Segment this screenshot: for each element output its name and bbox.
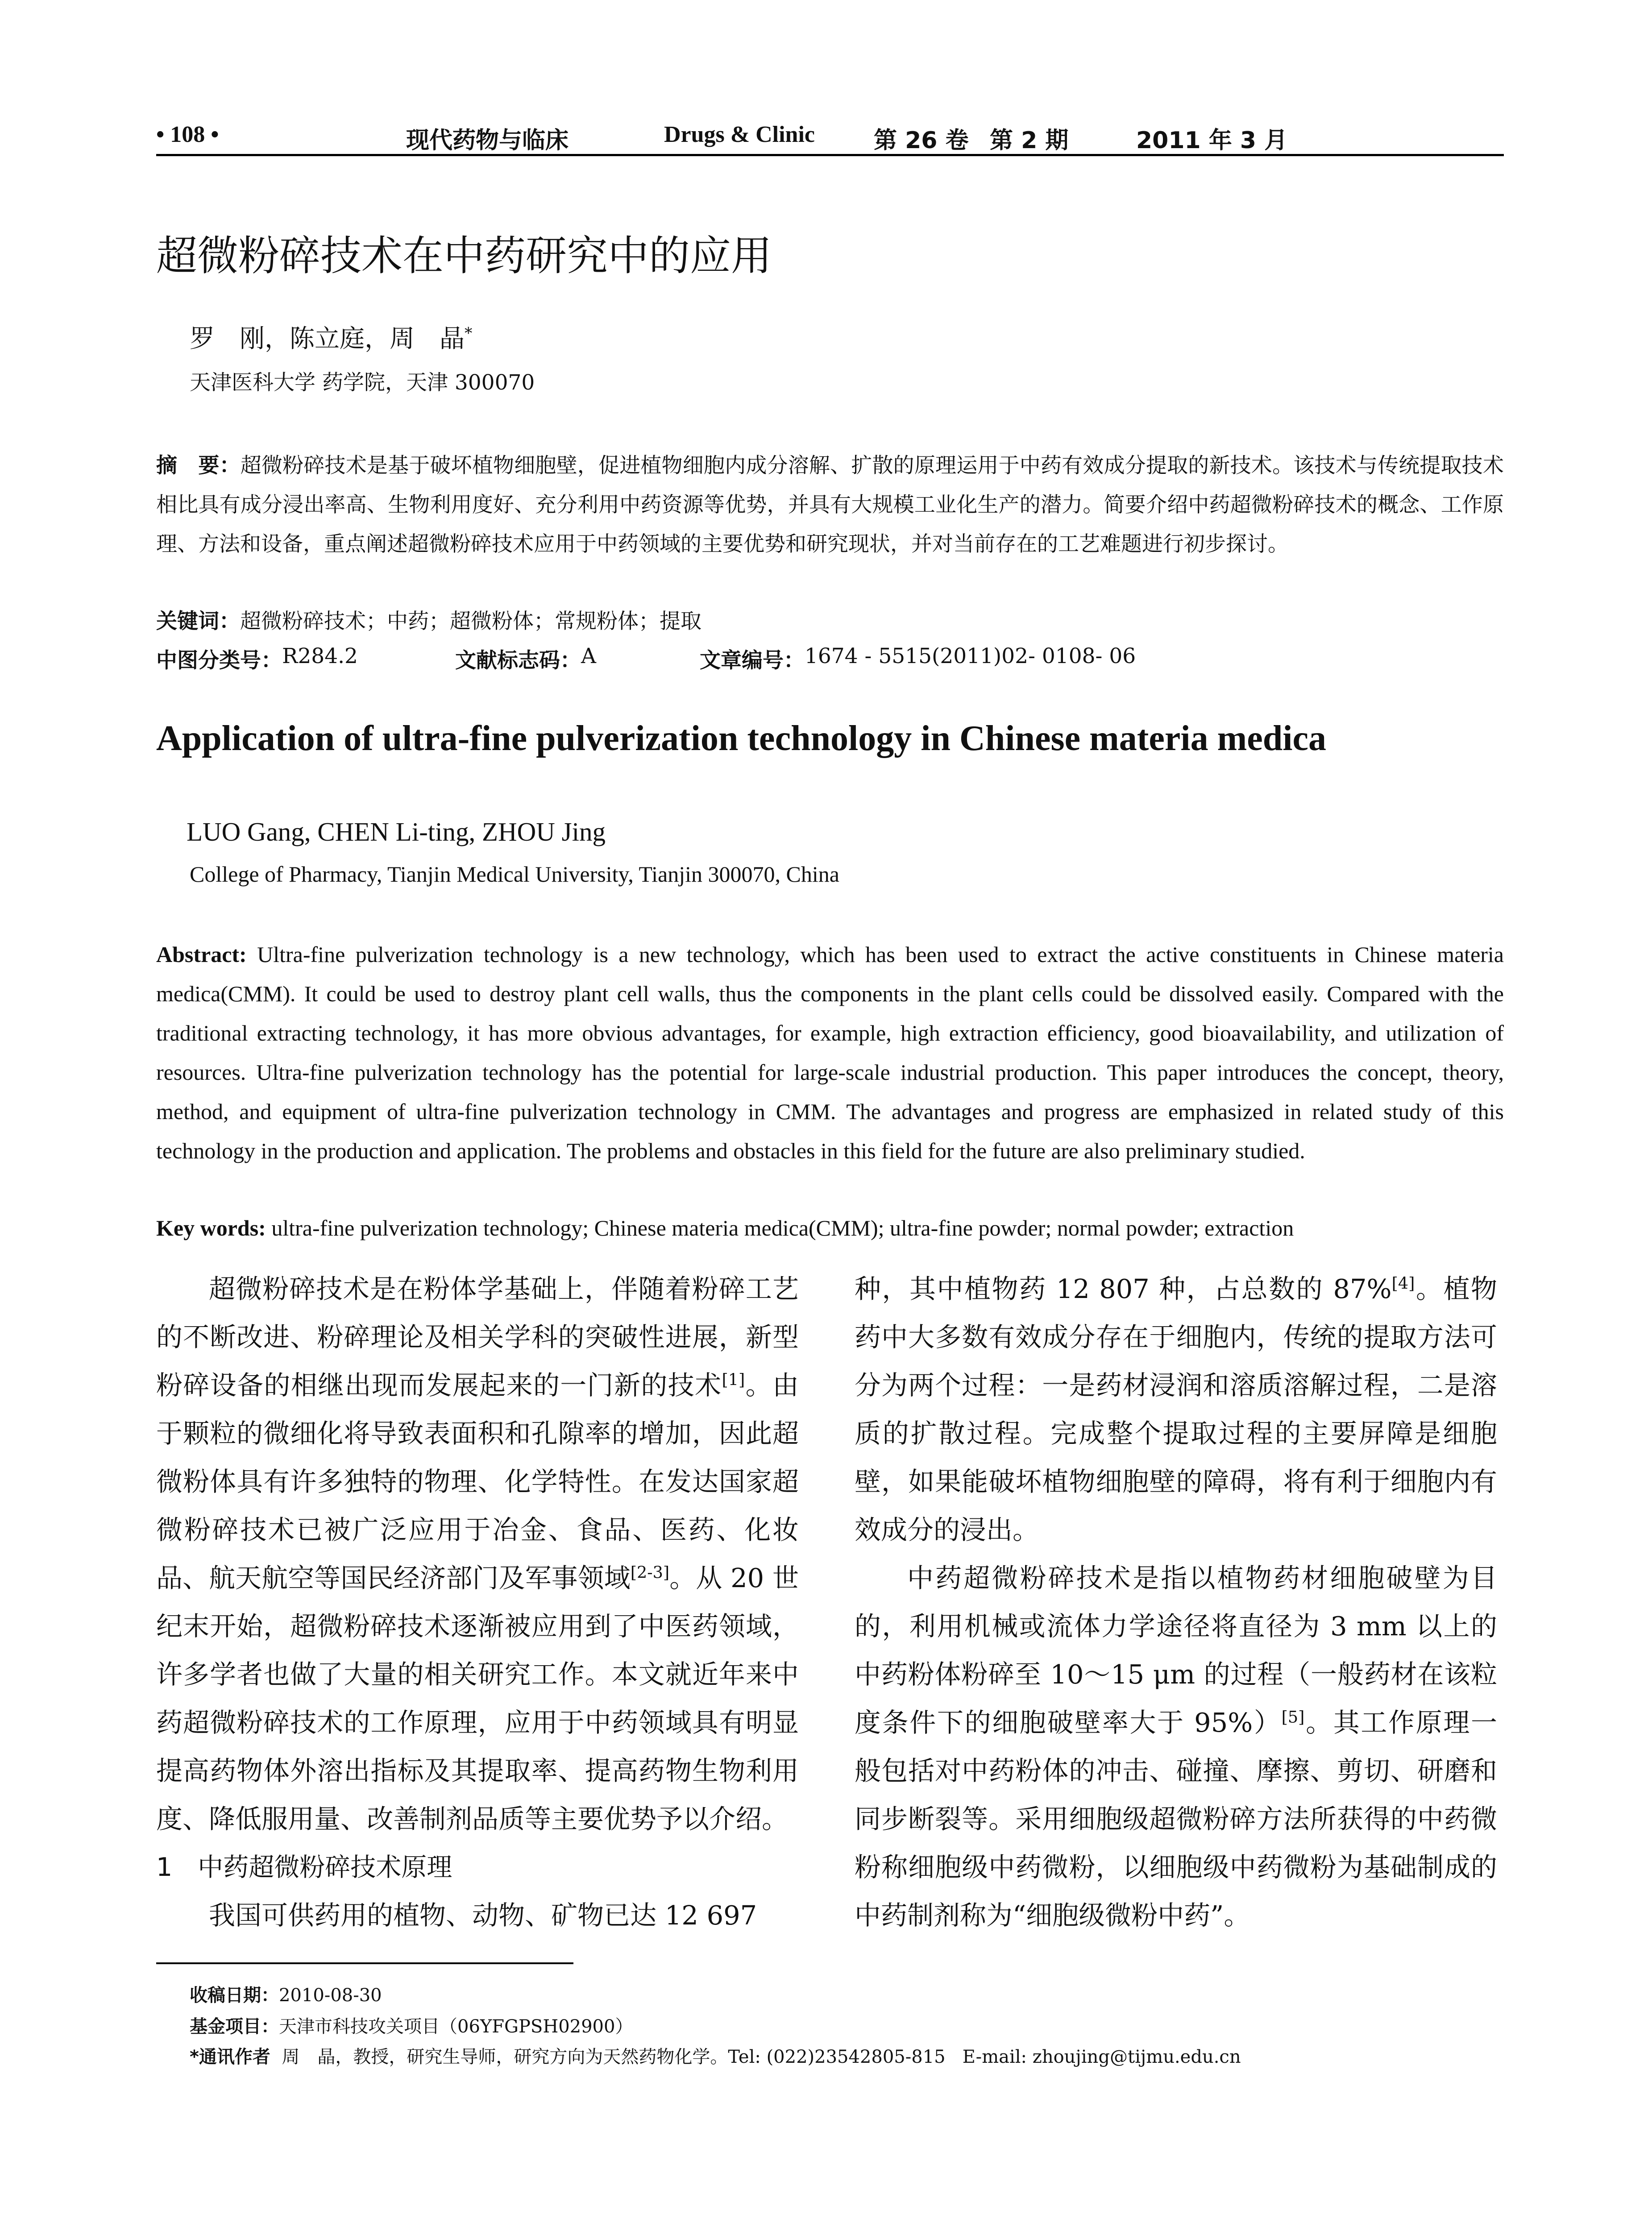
volume: 第 26 卷 bbox=[874, 127, 969, 154]
article-number-label: 文章编号： bbox=[700, 648, 805, 673]
body-paragraph bbox=[855, 1265, 1497, 1554]
corresponding-mark: * bbox=[465, 324, 473, 343]
citation-1: [1] bbox=[722, 1370, 745, 1389]
footnote-label: *通讯作者 bbox=[190, 2047, 270, 2067]
authors-cn bbox=[190, 319, 472, 355]
citation-2-3: [2-3] bbox=[630, 1563, 670, 1582]
footnote-label: 收稿日期： bbox=[190, 1985, 279, 2006]
clc-value: R284.2 bbox=[282, 644, 358, 668]
footnote-text: 周 晶，教授，研究生导师，研究方向为天然药物化学。Tel: (022)23542805-815 E-mail: zhoujing@tijmu.edu.cn bbox=[270, 2047, 1241, 2067]
abstract-en-label: Abstract: bbox=[156, 942, 247, 967]
abstract-cn-label: 摘 要： bbox=[156, 453, 241, 478]
keywords-en bbox=[156, 1215, 1522, 1241]
header-rule bbox=[156, 154, 1504, 156]
paragraph-text: 。由于颗粒的微细化将导致表面积和孔隙率的增加，因此超微粉体具有许多独特的物理、化学特性。在发达国家超微粉碎技术已被广泛应用于冶金、食品、医药、化妆品、航天航空等国民经济部门及军事领域 bbox=[156, 1370, 799, 1593]
paragraph-text: 超微粉碎技术是在粉体学基础上，伴随着粉碎工艺的不断改进、粉碎理论及相关学科的突破性进展，新型粉碎设备的相继出现而发展起来的一门新的技术 bbox=[156, 1273, 799, 1401]
paragraph-text: 种，其中植物药 12 807 种，占总数的 87% bbox=[855, 1273, 1392, 1304]
citation-4: [4] bbox=[1391, 1273, 1415, 1293]
abstract-en-text: Ultra-fine pulverization technology is a new technology, which has been used to extract the active constituents in Chinese materia medica(CMM). It could be used to destroy plant cell walls, thus the components in the plant cells could be dissolved easily. Compared with the traditional extracting technology, it has more obvious advantages, for example, high extraction efficiency, good bioavailability, and utilization of resources. Ultra-fine pulverization technology has the potential for large-scale industrial production. This paper introduces the concept, theory, method, and equipment of ultra-fine pulverization technology in CMM. The advantages and progress are emphasized in related study of this technology in the production and application. The problems and obstacles in this field for the future are also preliminary studied. bbox=[156, 942, 1504, 1163]
doc-code-label: 文献标志码： bbox=[455, 648, 581, 673]
paper-title-cn: 超微粉碎技术在中药研究中的应用 bbox=[156, 232, 772, 280]
body-column-right bbox=[855, 1265, 1497, 1940]
keywords-en-label: Key words: bbox=[156, 1215, 266, 1240]
footnote-text: 2010-08-30 bbox=[279, 1985, 382, 2006]
running-header bbox=[156, 115, 1504, 155]
clc-label: 中图分类号： bbox=[156, 648, 282, 673]
body-column-left bbox=[156, 1265, 799, 1940]
issue: 第 2 期 bbox=[990, 127, 1069, 154]
paragraph-text: 。植物药中大多数有效成分存在于细胞内，传统的提取方法可分为两个过程：一是药材浸润和溶质溶解过程，二是溶质的扩散过程。完成整个提取过程的主要屏障是细胞壁，如果能破坏植物细胞壁的障碍，将有利于细胞内有效成分的浸出。 bbox=[855, 1273, 1497, 1545]
keywords-en-text: ultra-fine pulverization technology; Chinese materia medica(CMM); ultra-fine powder; normal powder; extraction bbox=[271, 1215, 1294, 1240]
journal-name-cn: 现代药物与临床 bbox=[406, 127, 569, 154]
document-code bbox=[455, 644, 596, 674]
footnote-label: 基金项目： bbox=[190, 2016, 279, 2037]
doc-code-value: A bbox=[581, 644, 596, 668]
article-number bbox=[700, 644, 1136, 674]
footnote-corresponding bbox=[190, 2043, 1241, 2068]
article-number-value: 1674 - 5515(2011)02- 0108- 06 bbox=[805, 644, 1136, 668]
body-paragraph bbox=[855, 1554, 1497, 1940]
body-paragraph bbox=[156, 1265, 799, 1843]
body-paragraph: 我国可供药用的植物、动物、矿物已达 12 697 bbox=[209, 1900, 757, 1931]
abstract-en bbox=[156, 935, 1504, 1170]
keywords-cn bbox=[156, 605, 701, 634]
paragraph-text: 中药超微粉碎技术是指以植物药材细胞破壁为目的，利用机械或流体力学途径将直径为 3 mm 以上的中药粉体粉碎至 10～15 μm 的过程（一般药材在该粒度条件下的细胞破壁率大于 95%） bbox=[855, 1563, 1497, 1738]
issue-date: 2011 年 3 月 bbox=[1136, 127, 1288, 154]
keywords-cn-label: 关键词： bbox=[156, 609, 240, 634]
abstract-cn bbox=[156, 446, 1504, 564]
footnote-text: 天津市科技攻关项目（06YFGPSH02900） bbox=[279, 2016, 633, 2037]
footnote-received bbox=[190, 1981, 382, 2007]
page-number: • 108 • bbox=[156, 122, 219, 147]
authors-en: LUO Gang, CHEN Li-ting, ZHOU Jing bbox=[187, 817, 606, 846]
classification-row bbox=[156, 644, 1504, 680]
abstract-cn-text: 超微粉碎技术是基于破坏植物细胞壁，促进植物细胞内成分溶解、扩散的原理运用于中药有效成分提取的新技术。该技术与传统提取技术相比具有成分浸出率高、生物利用度好、充分利用中药资源等优势，并具有大规模工业化生产的潜力。简要介绍中药超微粉碎技术的概念、工作原理、方法和设备，重点阐述超微粉碎技术应用于中药领域的主要优势和研究现状，并对当前存在的工艺难题进行初步探讨。 bbox=[156, 453, 1504, 556]
affiliation-en: College of Pharmacy, Tianjin Medical University, Tianjin 300070, China bbox=[190, 862, 839, 887]
paragraph-text: 。其工作原理一般包括对中药粉体的冲击、碰撞、摩擦、剪切、研磨和同步断裂等。采用细胞级超微粉碎方法所获得的中药微粉称细胞级中药微粉，以细胞级中药微粉为基础制成的中药制剂称为“细胞级微粉中药”。 bbox=[855, 1707, 1497, 1931]
section-heading-1: 1 中药超微粉碎技术原理 bbox=[156, 1853, 452, 1882]
citation-5: [5] bbox=[1281, 1707, 1305, 1727]
footnote-fund bbox=[190, 2012, 633, 2038]
affiliation-cn: 天津医科大学 药学院，天津 300070 bbox=[190, 370, 535, 395]
footnote-rule bbox=[156, 1962, 573, 1964]
journal-name-en: Drugs & Clinic bbox=[664, 122, 815, 147]
author-names-cn: 罗 刚，陈立庭，周 晶 bbox=[190, 324, 465, 353]
paper-title-en: Application of ultra-fine pulverization technology in Chinese materia medica bbox=[156, 719, 1327, 758]
paragraph-text: 。从 20 世纪末开始，超微粉碎技术逐渐被应用到了中医药领域，许多学者也做了大量的相关研究工作。本文就近年来中药超微粉碎技术的工作原理，应用于中药领域具有明显提高药物体外溶出指标及其提取率、提高药物生物利用度、降低服用量、改善制剂品质等主要优势予以介绍。 bbox=[156, 1563, 799, 1834]
clc-number bbox=[156, 644, 358, 674]
keywords-cn-text: 超微粉碎技术；中药；超微粉体；常规粉体；提取 bbox=[240, 609, 701, 634]
